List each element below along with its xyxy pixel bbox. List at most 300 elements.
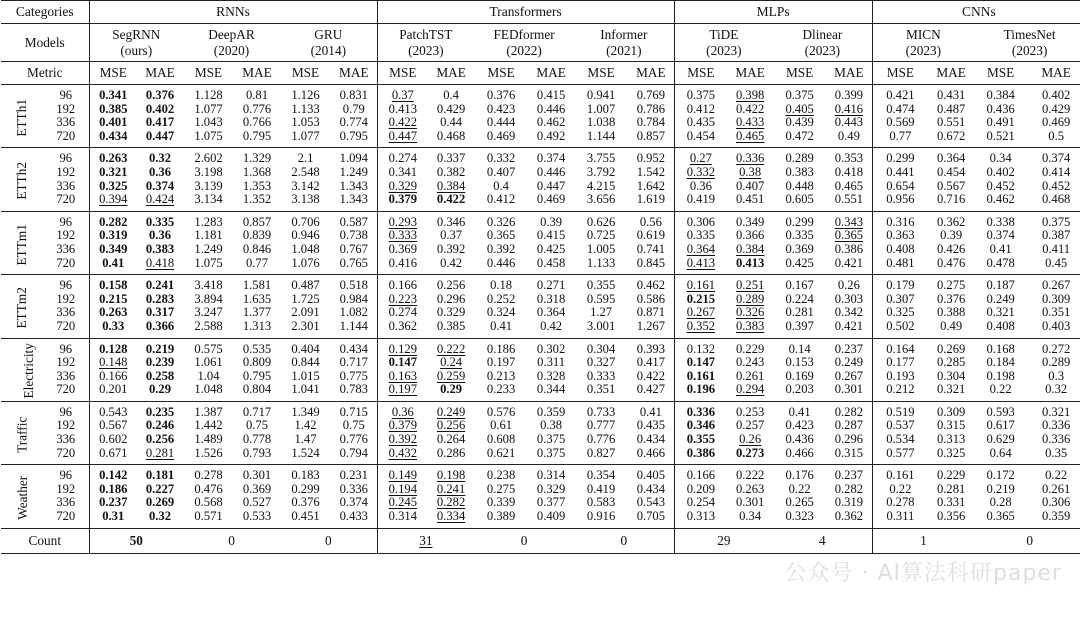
value-text: 0.251 <box>735 278 765 293</box>
value-cell <box>377 243 428 257</box>
value-text: 0.316 <box>886 214 915 229</box>
value-text: 1.181 <box>194 229 223 243</box>
value-cell <box>974 211 1027 229</box>
value-text: 0.776 <box>586 433 616 447</box>
value-cell <box>474 356 528 370</box>
value-cell <box>428 383 474 401</box>
value-cell <box>1027 338 1080 356</box>
value-cell <box>974 338 1027 356</box>
value-cell <box>89 419 137 433</box>
value-text: 0.303 <box>834 292 864 306</box>
value-cell <box>331 180 377 194</box>
value-cell <box>528 465 574 483</box>
value-cell <box>928 148 974 166</box>
value-cell <box>183 166 234 180</box>
value-cell <box>574 275 628 293</box>
value-text: 1.377 <box>242 306 272 320</box>
value-text: 0.311 <box>537 356 566 370</box>
value-cell <box>331 306 377 320</box>
value-text: 0.32 <box>148 510 172 524</box>
dataset-name: Electricity <box>20 343 36 399</box>
value-cell <box>137 419 183 433</box>
dataset-name: ETTh2 <box>14 162 30 200</box>
table-row <box>1 243 1080 257</box>
value-text: 0.369 <box>785 242 814 256</box>
value-cell <box>428 433 474 447</box>
value-cell <box>137 496 183 510</box>
horizon-cell: 336 <box>56 179 76 193</box>
value-cell <box>183 496 234 510</box>
value-cell <box>773 465 826 483</box>
value-cell <box>574 148 628 166</box>
value-cell <box>428 496 474 510</box>
value-text: 0.672 <box>936 129 966 143</box>
count-cell <box>474 528 574 553</box>
dataset-label <box>1 211 43 274</box>
value-text: 0.383 <box>145 242 175 256</box>
value-cell <box>137 433 183 447</box>
value-text: 0.354 <box>586 468 616 483</box>
value-cell <box>628 85 674 103</box>
metric-mae: MAE <box>137 62 183 85</box>
value-text: 0.725 <box>586 229 616 243</box>
value-cell <box>674 180 727 194</box>
value-text: 0.296 <box>834 433 864 447</box>
model-header <box>474 24 574 62</box>
value-text: 0.487 <box>936 102 966 116</box>
value-cell <box>773 433 826 447</box>
value-text: 0.186 <box>99 482 128 496</box>
value-text: 0.213 <box>486 369 516 383</box>
value-cell <box>826 275 872 293</box>
value-cell <box>826 103 872 117</box>
value-text: 0.374 <box>145 179 175 193</box>
value-cell <box>377 356 428 370</box>
value-text: 0.423 <box>785 419 814 433</box>
value-text: 1.47 <box>294 433 317 447</box>
value-cell <box>183 510 234 528</box>
value-text: 0.433 <box>735 116 765 130</box>
value-text: 0.717 <box>242 404 272 419</box>
value-text: 0.465 <box>735 129 765 143</box>
value-cell <box>377 148 428 166</box>
results-body <box>1 85 1080 529</box>
value-cell <box>974 85 1027 103</box>
value-cell <box>280 383 331 401</box>
value-cell <box>674 229 727 243</box>
value-text: 0.4 <box>443 88 459 102</box>
value-cell <box>377 103 428 117</box>
value-text: 0.346 <box>686 419 716 433</box>
value-cell <box>428 338 474 356</box>
dataset-label <box>1 338 43 401</box>
value-text: 0.148 <box>99 356 128 370</box>
value-cell <box>628 130 674 148</box>
value-text: 3.142 <box>291 179 320 193</box>
value-cell <box>89 166 137 180</box>
value-text: 0.49 <box>837 129 860 143</box>
metric-mse: MSE <box>674 62 727 85</box>
value-text: 0.198 <box>436 468 466 483</box>
value-text: 0.469 <box>486 129 516 143</box>
value-cell <box>1027 306 1080 320</box>
value-cell <box>528 356 574 370</box>
value-cell <box>89 401 137 419</box>
value-text: 0.422 <box>436 193 466 207</box>
value-cell <box>826 243 872 257</box>
value-text: 0.336 <box>339 482 368 496</box>
metric-mae: MAE <box>1027 62 1080 85</box>
value-cell <box>928 419 974 433</box>
value-cell <box>1027 465 1080 483</box>
value-text: 0.321 <box>986 306 1015 320</box>
table-row <box>1 275 1080 293</box>
value-text: 0.42 <box>440 256 463 270</box>
value-text: 0.412 <box>486 193 516 207</box>
value-cell <box>727 496 773 510</box>
value-text: 0.765 <box>339 256 368 270</box>
value-text: 0.267 <box>686 306 716 320</box>
table-row <box>1 447 1080 465</box>
value-text: 1.075 <box>194 256 223 270</box>
value-text: 0.79 <box>342 102 365 116</box>
value-text: 0.325 <box>886 306 915 320</box>
value-text: 0.369 <box>242 482 272 496</box>
metric-mse: MSE <box>89 62 137 85</box>
value-text: 0.465 <box>834 179 864 193</box>
value-cell <box>280 370 331 384</box>
value-text: 0.414 <box>1041 165 1071 179</box>
value-cell <box>727 465 773 483</box>
value-cell <box>528 306 574 320</box>
value-text: 0.336 <box>686 404 716 419</box>
value-text: 0.402 <box>1041 88 1071 102</box>
value-text: 0.654 <box>886 179 915 193</box>
value-cell <box>474 116 528 130</box>
value-text: 0.402 <box>145 102 175 116</box>
value-text: 0.326 <box>735 306 765 320</box>
value-cell <box>1027 130 1080 148</box>
value-text: 0.166 <box>99 369 128 383</box>
count-cell <box>974 528 1080 553</box>
value-cell <box>628 496 674 510</box>
value-cell <box>574 401 628 419</box>
value-cell <box>280 483 331 497</box>
value-cell <box>234 496 280 510</box>
value-text: 0.237 <box>834 468 864 483</box>
value-cell <box>628 447 674 465</box>
value-cell <box>428 229 474 243</box>
value-text: 1.619 <box>636 193 666 207</box>
value-text: 0.219 <box>145 341 175 356</box>
value-text: 1.077 <box>291 129 320 143</box>
value-text: 0.422 <box>735 102 765 116</box>
value-cell <box>928 510 974 528</box>
value-text: 0.364 <box>536 306 566 320</box>
value-text: 0.203 <box>785 383 814 397</box>
value-cell <box>574 433 628 447</box>
value-text: 0.4 <box>493 179 509 193</box>
value-cell <box>727 229 773 243</box>
value-text: 0.309 <box>1041 292 1071 306</box>
value-text: 0.474 <box>886 102 915 116</box>
value-text: 0.342 <box>834 306 864 320</box>
value-text: 0.299 <box>291 482 320 496</box>
value-text: 0.386 <box>686 446 716 460</box>
value-text: 0.451 <box>291 510 320 524</box>
category-cnns: CNNs <box>872 1 1080 24</box>
value-cell <box>826 257 872 275</box>
value-text: 0.304 <box>586 341 616 356</box>
value-cell <box>727 447 773 465</box>
value-text: 0.441 <box>886 165 915 179</box>
value-cell <box>826 447 872 465</box>
value-text: 3.138 <box>291 193 320 207</box>
value-text: 0.375 <box>1041 214 1071 229</box>
value-text: 0.407 <box>486 165 516 179</box>
value-text: 0.64 <box>989 446 1012 460</box>
value-text: 0.237 <box>99 496 128 510</box>
value-text: 0.329 <box>436 306 466 320</box>
table-row <box>1 103 1080 117</box>
value-cell <box>727 148 773 166</box>
value-text: 1.526 <box>194 446 223 460</box>
value-cell <box>528 130 574 148</box>
value-text: 0.338 <box>986 214 1015 229</box>
value-cell <box>1027 483 1080 497</box>
value-cell <box>428 370 474 384</box>
value-cell <box>474 180 528 194</box>
value-cell <box>474 320 528 338</box>
value-text: 1.005 <box>586 242 616 256</box>
value-cell <box>773 257 826 275</box>
value-text: 0.366 <box>145 319 175 333</box>
value-text: 0.355 <box>586 278 616 293</box>
value-text: 0.462 <box>636 278 666 293</box>
value-cell <box>528 419 574 433</box>
value-cell <box>280 193 331 211</box>
value-cell <box>331 510 377 528</box>
value-cell <box>773 116 826 130</box>
value-cell <box>428 320 474 338</box>
category-transformers: Transformers <box>377 1 674 24</box>
value-cell <box>574 483 628 497</box>
value-text: 0.169 <box>785 369 814 383</box>
value-cell <box>574 465 628 483</box>
value-cell <box>428 510 474 528</box>
value-text: 0.376 <box>936 292 966 306</box>
value-text: 0.605 <box>785 193 814 207</box>
value-cell <box>137 447 183 465</box>
value-cell <box>1027 496 1080 510</box>
value-text: 0.128 <box>99 341 128 356</box>
model-year: (2023) <box>1011 42 1048 58</box>
value-cell <box>137 243 183 257</box>
value-cell <box>137 116 183 130</box>
value-cell <box>280 166 331 180</box>
value-text: 0.715 <box>339 404 368 419</box>
value-cell <box>727 166 773 180</box>
value-cell <box>773 306 826 320</box>
value-text: 0.435 <box>636 419 666 433</box>
value-text: 0.307 <box>886 292 915 306</box>
value-text: 0.42 <box>540 319 563 333</box>
value-text: 0.402 <box>986 165 1015 179</box>
value-text: 0.984 <box>339 292 368 306</box>
value-cell <box>1027 229 1080 243</box>
value-cell <box>234 243 280 257</box>
value-cell <box>137 338 183 356</box>
value-text: 0.956 <box>886 193 915 207</box>
value-text: 0.273 <box>735 446 765 460</box>
value-text: 0.41 <box>490 319 513 333</box>
model-header <box>183 24 280 62</box>
value-text: 0.353 <box>834 151 864 166</box>
value-cell <box>377 370 428 384</box>
metric-row <box>1 62 1080 85</box>
value-text: 0.478 <box>986 256 1015 270</box>
value-text: 0.393 <box>636 341 666 356</box>
value-text: 1.007 <box>586 102 616 116</box>
value-text: 0.256 <box>436 278 466 293</box>
value-text: 0.197 <box>388 383 418 397</box>
value-text: 0.237 <box>834 341 864 356</box>
value-cell <box>89 320 137 338</box>
value-text: 3.247 <box>194 306 223 320</box>
value-text: 0.383 <box>735 319 765 333</box>
value-text: 0.275 <box>486 482 516 496</box>
value-cell <box>674 465 727 483</box>
value-text: 0.349 <box>99 242 128 256</box>
value-text: 0.502 <box>886 319 915 333</box>
value-text: 0.365 <box>986 510 1015 524</box>
count-label: Count <box>1 528 89 553</box>
value-cell <box>574 447 628 465</box>
value-text: 0.481 <box>886 256 915 270</box>
value-text: 0.576 <box>486 404 516 419</box>
value-cell <box>674 306 727 320</box>
value-cell <box>872 401 928 419</box>
value-cell <box>528 148 574 166</box>
value-cell <box>1027 370 1080 384</box>
value-text: 0.31 <box>102 510 125 524</box>
value-cell <box>377 306 428 320</box>
value-cell <box>574 257 628 275</box>
value-cell <box>137 103 183 117</box>
value-cell <box>428 465 474 483</box>
value-cell <box>974 293 1027 307</box>
value-text: 0.432 <box>388 446 418 460</box>
value-cell <box>183 433 234 447</box>
value-text: 0.256 <box>436 419 466 433</box>
value-cell <box>89 103 137 117</box>
value-cell <box>183 243 234 257</box>
value-cell <box>137 85 183 103</box>
value-text: 1.126 <box>291 88 320 102</box>
value-cell <box>183 257 234 275</box>
value-text: 0.382 <box>436 165 466 179</box>
value-text: 0.222 <box>436 341 466 356</box>
value-text: 0.167 <box>785 278 814 293</box>
value-cell <box>674 293 727 307</box>
value-cell <box>280 180 331 194</box>
value-cell <box>773 148 826 166</box>
value-text: 1.352 <box>242 193 272 207</box>
value-text: 1.144 <box>339 319 368 333</box>
value-text: 0.278 <box>194 468 223 483</box>
value-text: 0.34 <box>989 151 1012 166</box>
value-cell <box>1027 510 1080 528</box>
value-cell <box>234 419 280 433</box>
value-text: 0.593 <box>986 404 1015 419</box>
value-text: 0.476 <box>936 256 966 270</box>
count-cell <box>183 528 280 553</box>
horizon-cell: 96 <box>59 468 73 483</box>
value-text: 0.363 <box>886 229 915 243</box>
value-cell <box>280 338 331 356</box>
model-year: (2023) <box>905 42 942 58</box>
value-text: 0.36 <box>148 229 172 243</box>
value-text: 0.433 <box>339 510 368 524</box>
value-cell <box>377 275 428 293</box>
value-text: 0.179 <box>886 278 915 293</box>
value-text: 0.339 <box>486 496 516 510</box>
value-cell <box>474 447 528 465</box>
value-text: 0.263 <box>735 482 765 496</box>
value-cell <box>428 243 474 257</box>
value-cell <box>528 320 574 338</box>
value-text: 1.015 <box>291 369 320 383</box>
value-text: 0.705 <box>636 510 666 524</box>
value-text: 0.326 <box>486 214 516 229</box>
value-text: 0.249 <box>986 292 1015 306</box>
value-text: 0.419 <box>686 193 716 207</box>
value-text: 0.278 <box>886 496 915 510</box>
value-text: 0.321 <box>1041 404 1071 419</box>
value-cell <box>872 496 928 510</box>
metric-mse: MSE <box>974 62 1027 85</box>
dataset-label <box>1 465 43 528</box>
table-row <box>1 180 1080 194</box>
value-text: 0.383 <box>785 165 814 179</box>
value-cell <box>474 243 528 257</box>
horizon-cell: 192 <box>56 482 76 496</box>
value-text: 0.454 <box>936 165 966 179</box>
value-text: 0.161 <box>886 468 915 483</box>
value-cell <box>773 496 826 510</box>
value-cell <box>528 510 574 528</box>
value-text: 0.26 <box>739 433 762 447</box>
value-text: 0.282 <box>436 496 466 510</box>
value-cell <box>528 85 574 103</box>
value-cell <box>474 483 528 497</box>
value-text: 0.323 <box>785 510 814 524</box>
value-cell <box>928 229 974 243</box>
value-cell <box>377 130 428 148</box>
value-text: 0.77 <box>889 129 912 143</box>
value-cell <box>773 338 826 356</box>
value-cell <box>528 180 574 194</box>
value-text: 0.301 <box>735 496 765 510</box>
value-cell <box>428 166 474 180</box>
value-cell <box>280 306 331 320</box>
table-row <box>1 496 1080 510</box>
value-text: 0.269 <box>145 496 175 510</box>
model-year: (2023) <box>408 42 444 58</box>
value-cell <box>234 229 280 243</box>
value-cell <box>674 447 727 465</box>
dataset-label <box>1 401 43 464</box>
